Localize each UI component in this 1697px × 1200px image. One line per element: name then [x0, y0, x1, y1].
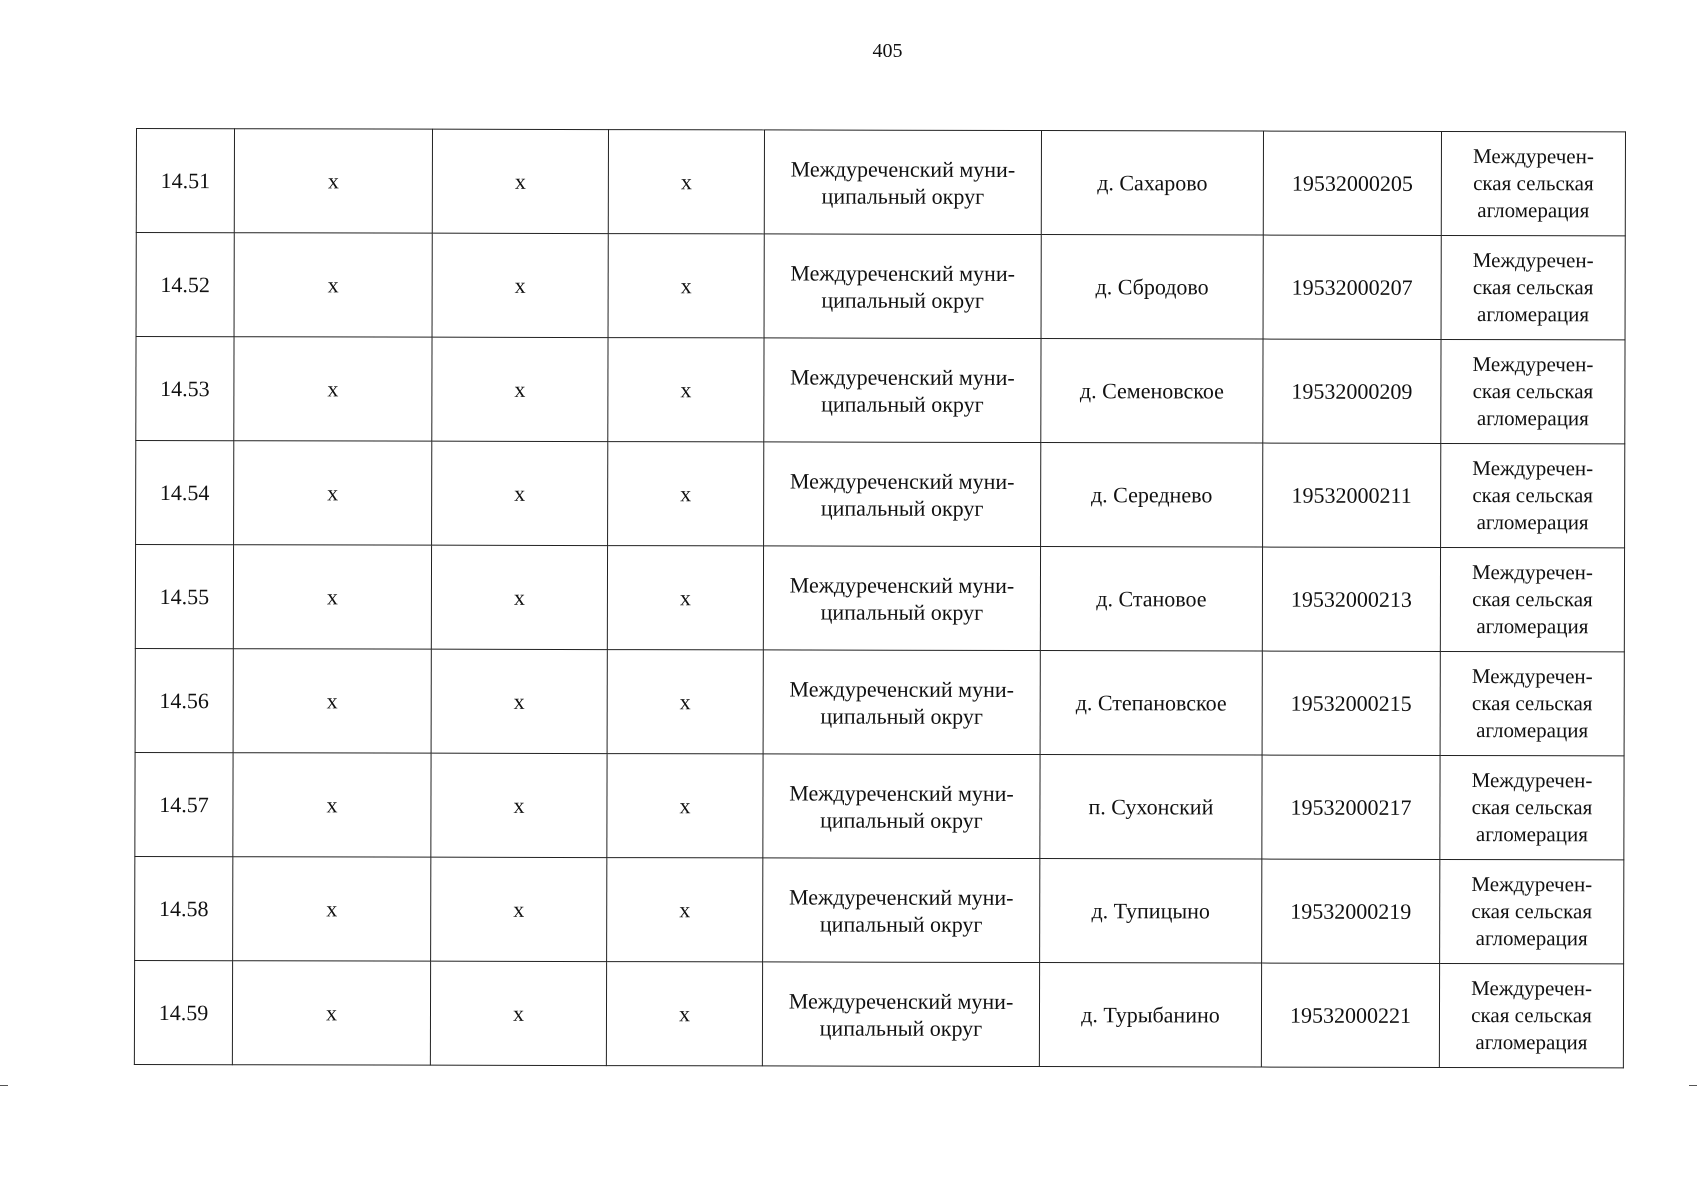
agglomeration-line-3: агломерация	[1476, 510, 1589, 535]
agglomeration-cell	[1441, 443, 1625, 547]
oktmo-code-cell: 19532000211	[1263, 443, 1441, 547]
agglomeration-line-2: ская сельская	[1471, 795, 1593, 820]
municipality-cell	[764, 130, 1041, 235]
agglomeration-cell	[1439, 963, 1623, 1067]
oktmo-code-cell: 19532000205	[1263, 131, 1441, 235]
table-row	[134, 960, 1623, 1067]
table-row	[135, 752, 1624, 859]
oktmo-code-cell: 19532000219	[1262, 859, 1440, 963]
settlements-table	[134, 128, 1626, 1068]
x-mark-cell: x	[430, 961, 606, 1065]
settlement-cell: д. Сбродово	[1041, 235, 1263, 340]
x-mark-cell: x	[234, 129, 432, 233]
x-mark-cell: x	[432, 129, 608, 233]
municipality-cell	[763, 858, 1040, 963]
municipality-line-1: Междуреченский муни-	[790, 259, 1015, 286]
agglomeration-line-1: Междуречен-	[1471, 664, 1593, 689]
table-row	[135, 648, 1624, 755]
x-mark-cell: x	[608, 234, 764, 338]
agglomeration-line-3: агломерация	[1475, 926, 1588, 951]
municipality-line-2: ципальный округ	[820, 495, 984, 521]
agglomeration-cell	[1441, 235, 1625, 339]
agglomeration-line-3: агломерация	[1476, 406, 1589, 431]
agglomeration-line-3: агломерация	[1475, 822, 1588, 847]
oktmo-code-cell: 19532000217	[1262, 755, 1440, 859]
agglomeration-line-3: агломерация	[1477, 302, 1590, 327]
agglomeration-line-2: ская сельская	[1472, 379, 1594, 404]
row-number-cell: 14.57	[135, 752, 233, 856]
x-mark-cell: x	[431, 857, 607, 961]
settlement-cell: д. Сахарово	[1041, 131, 1263, 236]
municipality-line-1: Междуреченский муни-	[788, 883, 1014, 910]
table-row	[135, 856, 1624, 963]
settlement-cell: д. Тупицыно	[1040, 859, 1262, 964]
municipality-line-2: ципальный округ	[821, 183, 985, 209]
settlement-cell: д. Степановское	[1040, 651, 1262, 756]
agglomeration-cell	[1441, 131, 1625, 235]
municipality-cell	[763, 546, 1040, 651]
agglomeration-line-1: Междуречен-	[1471, 872, 1593, 897]
x-mark-cell: x	[431, 649, 607, 753]
settlement-cell: д. Становое	[1040, 547, 1262, 652]
settlement-cell: д. Семеновское	[1041, 339, 1263, 444]
agglomeration-line-1: Междуречен-	[1471, 768, 1593, 793]
municipality-line-2: ципальный округ	[819, 1015, 983, 1041]
x-mark-cell: x	[233, 545, 431, 649]
row-number-cell: 14.58	[135, 856, 233, 960]
agglomeration-line-1: Междуречен-	[1472, 456, 1594, 481]
municipality-line-1: Междуреченский муни-	[790, 363, 1015, 390]
x-mark-cell: x	[432, 441, 608, 545]
x-mark-cell: x	[234, 441, 432, 545]
x-mark-cell: x	[607, 754, 763, 858]
municipality-cell	[764, 442, 1041, 547]
x-mark-cell: x	[234, 337, 432, 441]
x-mark-cell: x	[431, 753, 607, 857]
municipality-line-1: Междуреченский муни-	[790, 155, 1016, 182]
row-number-cell: 14.54	[136, 441, 234, 545]
row-number-cell: 14.51	[136, 129, 234, 233]
agglomeration-line-2: ская сельская	[1471, 691, 1593, 716]
municipality-line-2: ципальный округ	[819, 911, 983, 937]
oktmo-code-cell: 19532000207	[1263, 235, 1441, 339]
agglomeration-cell	[1440, 651, 1624, 755]
agglomeration-line-3: агломерация	[1476, 614, 1589, 639]
table-row	[136, 129, 1625, 236]
agglomeration-line-1: Междуречен-	[1472, 248, 1594, 273]
agglomeration-line-3: агломерация	[1477, 198, 1590, 223]
table-row	[136, 441, 1625, 548]
municipality-cell	[764, 338, 1041, 443]
oktmo-code-cell: 19532000221	[1261, 963, 1439, 1067]
oktmo-code-cell: 19532000213	[1262, 547, 1440, 651]
agglomeration-line-2: ская сельская	[1472, 275, 1594, 300]
x-mark-cell: x	[232, 961, 430, 1065]
municipality-line-2: ципальный округ	[821, 391, 984, 417]
x-mark-cell: x	[233, 649, 431, 753]
agglomeration-line-1: Междуречен-	[1472, 144, 1594, 169]
municipality-line-1: Междуреченский муни-	[789, 571, 1015, 598]
x-mark-cell: x	[233, 857, 431, 961]
municipality-cell	[763, 650, 1040, 755]
agglomeration-cell	[1440, 755, 1624, 859]
page-number: 405	[872, 40, 903, 62]
agglomeration-cell	[1441, 339, 1625, 443]
row-number-cell: 14.59	[134, 960, 232, 1064]
municipality-cell	[764, 234, 1041, 339]
table-row	[136, 233, 1625, 340]
municipality-cell	[763, 754, 1040, 859]
x-mark-cell: x	[608, 130, 764, 234]
row-number-cell: 14.56	[135, 648, 233, 752]
municipality-line-2: ципальный округ	[820, 807, 983, 833]
agglomeration-line-2: ская сельская	[1472, 483, 1593, 508]
x-mark-cell: x	[234, 233, 432, 337]
agglomeration-line-3: агломерация	[1475, 1030, 1588, 1055]
agglomeration-line-2: ская сельская	[1473, 171, 1594, 196]
x-mark-cell: x	[607, 650, 763, 754]
scan-edge-mark-right	[1689, 1085, 1697, 1086]
agglomeration-line-3: агломерация	[1476, 718, 1589, 743]
agglomeration-cell	[1440, 547, 1624, 651]
agglomeration-line-1: Междуречен-	[1471, 976, 1592, 1001]
settlement-cell: д. Турыбанино	[1039, 963, 1261, 1068]
row-number-cell: 14.52	[136, 233, 234, 337]
table-row	[135, 545, 1624, 652]
table-container	[134, 128, 1626, 1068]
x-mark-cell: x	[432, 233, 608, 337]
settlement-cell: п. Сухонский	[1040, 755, 1262, 860]
agglomeration-line-1: Междуречен-	[1472, 352, 1594, 377]
municipality-line-1: Междуреченский муни-	[788, 987, 1014, 1014]
table-row	[136, 337, 1625, 444]
settlement-cell: д. Середнево	[1041, 443, 1263, 548]
municipality-line-1: Междуреченский муни-	[789, 779, 1014, 806]
x-mark-cell: x	[608, 442, 764, 546]
x-mark-cell: x	[233, 753, 431, 857]
scan-edge-mark-left	[0, 1085, 8, 1086]
x-mark-cell: x	[607, 546, 763, 650]
row-number-cell: 14.53	[136, 337, 234, 441]
x-mark-cell: x	[432, 337, 608, 441]
municipality-line-2: ципальный округ	[820, 599, 984, 625]
municipality-line-1: Междуреченский муни-	[789, 467, 1015, 494]
row-number-cell: 14.55	[135, 545, 233, 649]
x-mark-cell: x	[431, 545, 607, 649]
table-body	[134, 129, 1625, 1068]
municipality-line-2: ципальный округ	[821, 287, 984, 313]
oktmo-code-cell: 19532000209	[1263, 339, 1441, 443]
municipality-line-1: Междуреченский муни-	[789, 675, 1015, 702]
agglomeration-line-2: ская сельская	[1472, 587, 1593, 612]
municipality-line-2: ципальный округ	[820, 703, 983, 729]
agglomeration-line-2: ская сельская	[1471, 899, 1593, 924]
agglomeration-cell	[1440, 859, 1624, 963]
x-mark-cell: x	[607, 858, 763, 962]
agglomeration-line-1: Междуречен-	[1472, 560, 1593, 585]
oktmo-code-cell: 19532000215	[1262, 651, 1440, 755]
agglomeration-line-2: ская сельская	[1471, 1003, 1592, 1028]
municipality-cell	[762, 962, 1039, 1067]
x-mark-cell: x	[606, 962, 762, 1066]
x-mark-cell: x	[608, 338, 764, 442]
